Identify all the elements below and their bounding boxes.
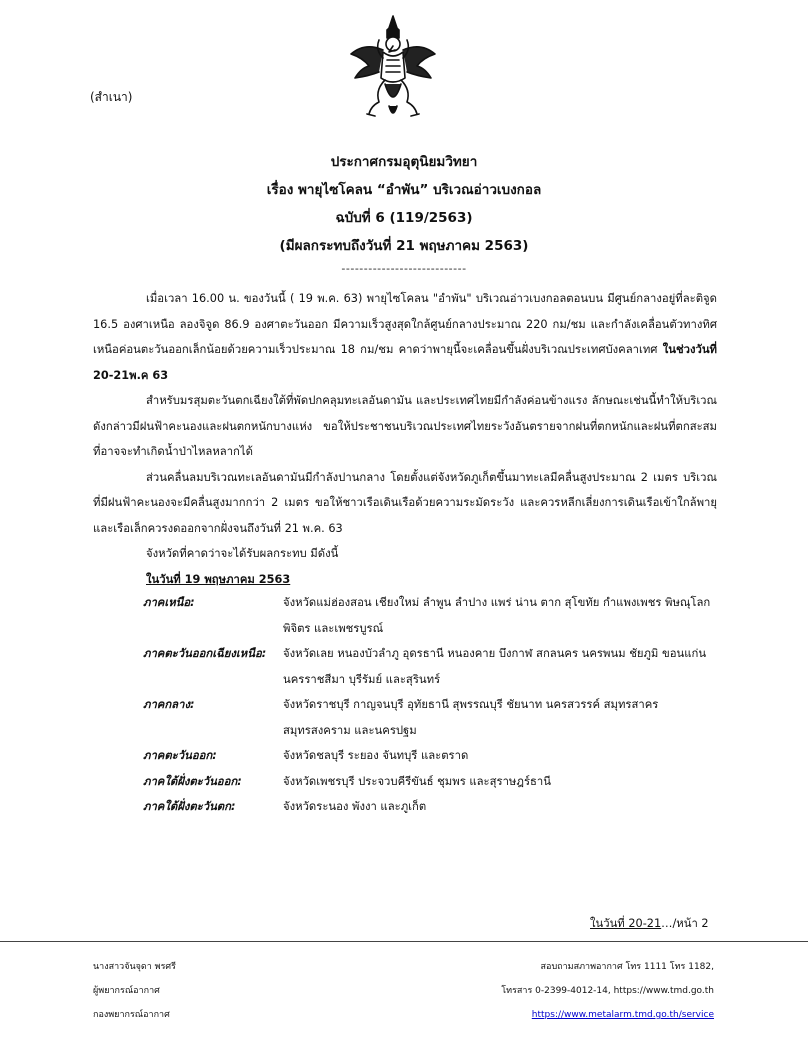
announcement-body <box>93 286 717 592</box>
paragraph-affected-intro: จังหวัดที่คาดว่าจะได้รับผลกระทบ มีดังนี้ <box>146 547 339 560</box>
region-provinces: จังหวัดแม่ฮ่องสอน เชียงใหม่ ลำพูน ลำปาง แพร่ น่าน ตาก สุโขทัย กำแพงเพชร พิษณุโลก พิจิตร และเพชรบูรณ์ <box>283 596 711 635</box>
contact-fax-website: โทรสาร 0-2399-4012-14, https://www.tmd.go.th <box>501 986 714 996</box>
contact-phone: สอบถามสภาพอากาศ โทร 1111 โทร 1182, <box>540 962 714 972</box>
affected-areas-list <box>143 590 723 820</box>
title-issue-number: ฉบับที่ 6 (119/2563) <box>335 210 473 226</box>
region-provinces: จังหวัดเลย หนองบัวลำภู อุดรธานี หนองคาย บึงกาฬ สกลนคร นครพนม ชัยภูมิ ขอนแก่น นครราชสีมา บุรีรัมย์ และสุรินทร์ <box>283 647 707 686</box>
service-link[interactable]: https://www.metalarm.tmd.go.th/service <box>531 1010 714 1020</box>
announcement-title <box>0 148 808 260</box>
region-label: ภาคใต้ฝั่งตะวันออก: <box>143 774 242 788</box>
region-label: ภาคตะวันออกเฉียงเหนือ: <box>143 647 267 660</box>
region-label: ภาคเหนือ: <box>143 596 195 609</box>
area-row <box>143 794 723 820</box>
title-effective-date: (มีผลกระทบถึงวันที่ 21 พฤษภาคม 2563) <box>279 238 529 254</box>
next-page-link[interactable]: ในวันที่ 20-21 <box>590 917 662 930</box>
landfall-period: ในช่วงวันที่ 20-21พ.ค 63 <box>93 343 717 382</box>
region-provinces: จังหวัดระนอง พังงา และภูเก็ต <box>283 800 427 813</box>
area-row <box>143 769 723 795</box>
area-row <box>143 641 723 692</box>
title-agency: ประกาศกรมอุตุนิยมวิทยา <box>330 154 478 170</box>
footer-divider <box>0 941 808 942</box>
copy-mark: (สำเนา) <box>90 90 133 104</box>
area-row <box>143 743 723 769</box>
paragraph-storm-position: เมื่อเวลา 16.00 น. ของวันนี้ ( 19 พ.ค. 63) พายุไซโคลน "อำพัน" บริเวณอ่าวเบงกอลตอนบน มีศูนย์กลางอยู่ที่ละติจูด 16.5 องศาเหนือ ลองจิจูด 86.9 องศาตะวันออก มีความเร็วสูงสุดใกล้ศูนย์กลางประมาณ 220 กม/ชม และกำลังเคลื่อนตัวทางทิศเหนือค่อนตะวันออกเล็กน้อยด้วยความเร็วประมาณ 18 กม/ชม คาดว่าพายุนี้จะเคลื่อนขึ้นฝั่งบริเวณประเทศบังคลาเทศ ในช่วงวันที่ 20-21พ.ค 63 <box>93 292 717 382</box>
title-divider: ---------------------------- <box>341 262 467 275</box>
footer-contact <box>501 955 714 1027</box>
affected-date-heading: ในวันที่ 19 พฤษภาคม 2563 <box>146 572 291 586</box>
paragraph-waves: ส่วนคลื่นลมบริเวณทะเลอันดามันมีกำลังปานกลาง โดยตั้งแต่จังหวัดภูเก็ตขึ้นมาทะเลมีคลื่นสูงประมาณ 2 เมตร บริเวณที่มีฝนฟ้าคะนองจะมีคลื่นสูงมากกว่า 2 เมตร ขอให้ชาวเรือเดินเรือด้วยความระมัดระวัง และควรหลีกเลี่ยงการเดินเรือเข้าใกล้พายุ และเรือเล็กควรงดออกจากฝั่งจนถึงวันที่ 21 พ.ค. 63 <box>93 470 717 535</box>
author-division: กองพยากรณ์อากาศ <box>93 1010 170 1020</box>
region-provinces: จังหวัดเพชรบุรี ประจวบคีรีขันธ์ ชุมพร และสุราษฎร์ธานี <box>283 774 551 788</box>
title-subject: เรื่อง พายุไซโคลน “อำพัน” บริเวณอ่าวเบงกอล <box>266 182 542 198</box>
region-label: ภาคใต้ฝั่งตะวันตก: <box>143 800 236 813</box>
region-provinces: จังหวัดชลบุรี ระยอง จันทบุรี และตราด <box>283 749 469 762</box>
area-row <box>143 590 723 641</box>
region-label: ภาคกลาง: <box>143 698 195 711</box>
region-label: ภาคตะวันออก: <box>143 749 217 762</box>
author-name: นางสาวจันจุดา พรศรี <box>93 962 176 972</box>
next-page-note: ในวันที่ 20-21…/หน้า 2 <box>590 917 709 930</box>
area-row <box>143 692 723 743</box>
region-provinces: จังหวัดราชบุรี กาญจนบุรี อุทัยธานี สุพรรณบุรี ชัยนาท นครสวรรค์ สมุทรสาคร สมุทรสงคราม และนครปฐม <box>283 698 659 737</box>
garuda-emblem <box>345 14 441 122</box>
footer-author <box>93 955 176 1027</box>
paragraph-monsoon: สำหรับมรสุมตะวันตกเฉียงใต้ที่พัดปกคลุมทะเลอันดามัน และประเทศไทยมีกำลังค่อนข้างแรง ลักษณะเช่นนี้ทำให้บริเวณดังกล่าวมีฝนฟ้าคะนองและฝนตกหนักบางแห่ง ขอให้ประชาชนบริเวณประเทศไทยระวังอันตรายจากฝนที่ตกหนักและฝนที่ตกสะสม ที่อาจจะทำเกิดน้ำป่าไหลหลากได้ <box>93 394 717 458</box>
author-title: ผู้พยากรณ์อากาศ <box>93 986 160 996</box>
